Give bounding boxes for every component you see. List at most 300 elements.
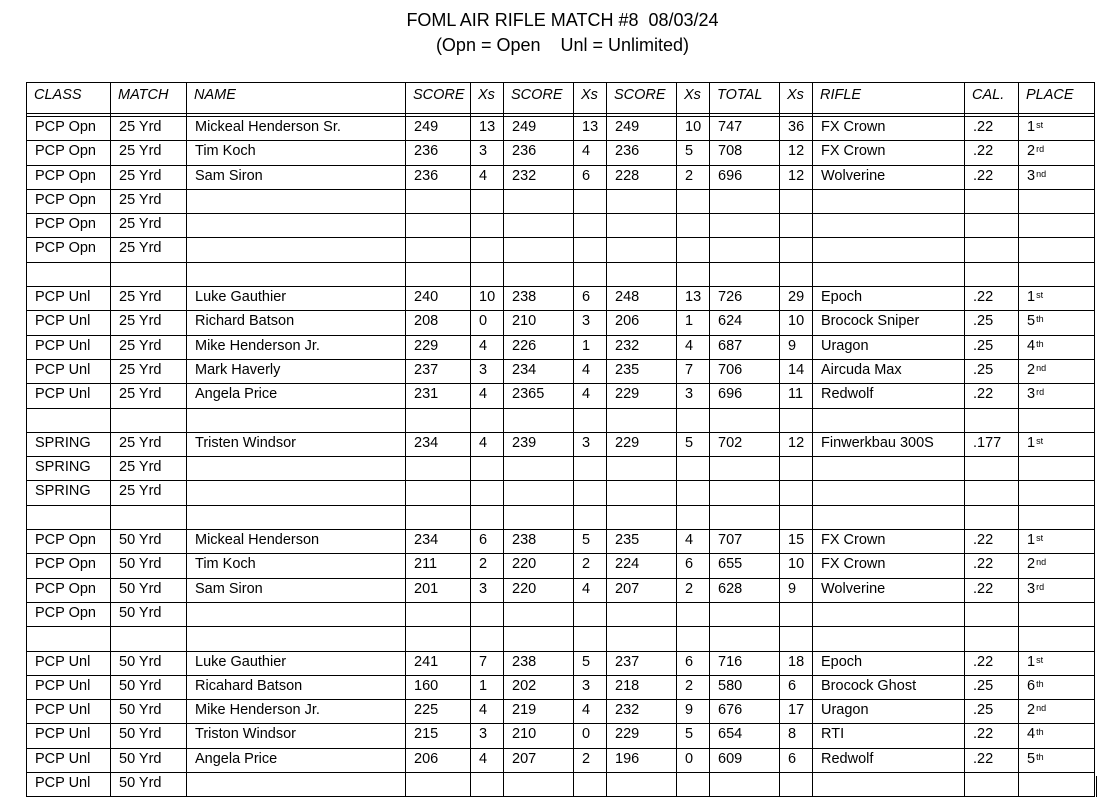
cell-match: 25 Yrd	[111, 117, 187, 141]
cell-xs-3: 2	[677, 578, 710, 602]
cell-xs-1: 4	[471, 165, 504, 189]
cell-name: Mickeal Henderson	[187, 530, 406, 554]
cell-xs-total: 10	[780, 311, 813, 335]
cell-cal	[965, 238, 1019, 262]
cell-cal: .22	[965, 117, 1019, 141]
cell-xs-total	[780, 189, 813, 213]
cell-xs-3	[677, 189, 710, 213]
cell-rifle: Redwolf	[813, 748, 965, 772]
cell-xs-3	[677, 505, 710, 529]
place-value: 6	[1027, 677, 1036, 694]
table-row	[27, 384, 1095, 408]
cell-total: 707	[710, 530, 780, 554]
cell-xs-3: 6	[677, 651, 710, 675]
cell-xs-2	[574, 481, 607, 505]
cell-match: 25 Yrd	[111, 481, 187, 505]
cell-total: 696	[710, 165, 780, 189]
cell-rifle: Wolverine	[813, 165, 965, 189]
cell-place	[1019, 602, 1095, 626]
cell-score-3	[607, 481, 677, 505]
cell-total: 628	[710, 578, 780, 602]
cell-score-1: 231	[406, 384, 471, 408]
cell-match: 50 Yrd	[111, 602, 187, 626]
cell-cal	[965, 408, 1019, 432]
cell-xs-3: 4	[677, 530, 710, 554]
cell-cal: .177	[965, 432, 1019, 456]
cell-score-1: 234	[406, 432, 471, 456]
place-ordinal-suffix: th	[1036, 727, 1044, 738]
cell-xs-2: 13	[574, 117, 607, 141]
place-ordinal-suffix: st	[1036, 120, 1044, 130]
cell-score-1	[406, 505, 471, 529]
cell-xs-1: 4	[471, 748, 504, 772]
cell-xs-1: 4	[471, 384, 504, 408]
cell-name: Mike Henderson Jr.	[187, 335, 406, 359]
cell-place	[1019, 554, 1095, 578]
cell-xs-1	[471, 262, 504, 286]
cell-xs-3	[677, 602, 710, 626]
cell-name	[187, 238, 406, 262]
cell-match: 25 Yrd	[111, 457, 187, 481]
cell-score-2: 239	[504, 432, 574, 456]
cell-class: PCP Unl	[27, 651, 111, 675]
cell-score-2	[504, 773, 574, 797]
cell-place	[1019, 773, 1095, 797]
cell-score-2: 220	[504, 578, 574, 602]
cell-match: 50 Yrd	[111, 675, 187, 699]
cell-score-3: 248	[607, 287, 677, 311]
cell-score-1	[406, 627, 471, 651]
cell-xs-1	[471, 602, 504, 626]
cell-rifle: Aircuda Max	[813, 359, 965, 383]
column-header-class: CLASS	[27, 83, 111, 114]
cell-total: 580	[710, 675, 780, 699]
cell-name: Angela Price	[187, 384, 406, 408]
cell-class	[27, 408, 111, 432]
cell-xs-2	[574, 627, 607, 651]
cell-class	[27, 505, 111, 529]
cell-rifle	[813, 457, 965, 481]
cell-score-3	[607, 408, 677, 432]
cell-match: 25 Yrd	[111, 287, 187, 311]
cell-xs-3	[677, 773, 710, 797]
cell-rifle	[813, 481, 965, 505]
cell-xs-total	[780, 602, 813, 626]
cell-cal: .25	[965, 335, 1019, 359]
text-cursor	[1096, 776, 1097, 797]
cell-xs-1: 4	[471, 432, 504, 456]
cell-score-1: 236	[406, 165, 471, 189]
place-value: 2	[1027, 143, 1036, 160]
cell-rifle: Uragon	[813, 700, 965, 724]
cell-rifle	[813, 627, 965, 651]
cell-score-1	[406, 457, 471, 481]
cell-rifle	[813, 214, 965, 238]
place-value: 3	[1027, 167, 1036, 184]
cell-name	[187, 189, 406, 213]
table-row	[27, 432, 1095, 456]
cell-total: 676	[710, 700, 780, 724]
place-ordinal-suffix: rd	[1036, 581, 1045, 592]
cell-score-1: 160	[406, 675, 471, 699]
cell-class: PCP Opn	[27, 530, 111, 554]
place-ordinal-suffix: th	[1036, 678, 1044, 689]
cell-score-1	[406, 189, 471, 213]
cell-xs-total	[780, 505, 813, 529]
spacer-row	[27, 262, 1095, 286]
cell-score-3	[607, 189, 677, 213]
table-row	[27, 773, 1095, 797]
cell-score-3: 236	[607, 141, 677, 165]
place-value: 3	[1027, 386, 1036, 403]
cell-xs-total: 17	[780, 700, 813, 724]
cell-xs-1: 2	[471, 554, 504, 578]
cell-xs-2: 3	[574, 675, 607, 699]
cell-score-2: 202	[504, 675, 574, 699]
cell-xs-total	[780, 773, 813, 797]
cell-total: 696	[710, 384, 780, 408]
table-row	[27, 457, 1095, 481]
place-value: 2	[1027, 361, 1036, 378]
cell-total	[710, 481, 780, 505]
cell-match: 25 Yrd	[111, 359, 187, 383]
cell-cal	[965, 602, 1019, 626]
cell-total	[710, 262, 780, 286]
cell-xs-2: 4	[574, 700, 607, 724]
cell-name: Triston Windsor	[187, 724, 406, 748]
cell-score-2: 207	[504, 748, 574, 772]
cell-place	[1019, 214, 1095, 238]
cell-score-2	[504, 627, 574, 651]
place-value: 3	[1027, 580, 1036, 597]
cell-match	[111, 505, 187, 529]
cell-score-3: 229	[607, 724, 677, 748]
cell-xs-3	[677, 457, 710, 481]
cell-class: PCP Unl	[27, 311, 111, 335]
place-ordinal-suffix: st	[1036, 290, 1044, 301]
cell-name	[187, 214, 406, 238]
place-ordinal-suffix: st	[1036, 435, 1044, 446]
cell-rifle: Wolverine	[813, 578, 965, 602]
place-value: 5	[1027, 313, 1036, 330]
cell-xs-1: 13	[471, 117, 504, 141]
cell-score-2: 236	[504, 141, 574, 165]
cell-score-2: 219	[504, 700, 574, 724]
cell-score-3	[607, 457, 677, 481]
cell-xs-3: 6	[677, 554, 710, 578]
cell-score-3	[607, 214, 677, 238]
cell-cal: .22	[965, 165, 1019, 189]
table-row	[27, 359, 1095, 383]
table-header	[27, 83, 1095, 114]
cell-place	[1019, 189, 1095, 213]
cell-score-2: 2365	[504, 384, 574, 408]
cell-score-3: 235	[607, 530, 677, 554]
table-body	[27, 114, 1095, 797]
cell-score-3: 237	[607, 651, 677, 675]
cell-total	[710, 602, 780, 626]
header-row	[27, 83, 1095, 114]
cell-class	[27, 627, 111, 651]
place-value: 1	[1027, 119, 1036, 135]
cell-score-1: 225	[406, 700, 471, 724]
cell-rifle	[813, 773, 965, 797]
cell-rifle: FX Crown	[813, 117, 965, 141]
cell-name: Sam Siron	[187, 578, 406, 602]
cell-xs-2: 3	[574, 311, 607, 335]
cell-rifle	[813, 189, 965, 213]
cell-score-3: 235	[607, 359, 677, 383]
cell-xs-3: 3	[677, 384, 710, 408]
cell-score-2: 210	[504, 311, 574, 335]
cell-xs-2: 3	[574, 432, 607, 456]
cell-xs-total: 18	[780, 651, 813, 675]
cell-score-3	[607, 238, 677, 262]
place-ordinal-suffix: nd	[1036, 168, 1047, 179]
cell-name: Mark Haverly	[187, 359, 406, 383]
cell-match: 25 Yrd	[111, 384, 187, 408]
cell-cal	[965, 214, 1019, 238]
cell-xs-1: 4	[471, 335, 504, 359]
table-row	[27, 287, 1095, 311]
cell-place	[1019, 481, 1095, 505]
cell-class: PCP Opn	[27, 165, 111, 189]
cell-cal: .22	[965, 578, 1019, 602]
cell-total: 708	[710, 141, 780, 165]
cell-place	[1019, 432, 1095, 456]
cell-score-2: 232	[504, 165, 574, 189]
cell-total: 624	[710, 311, 780, 335]
cell-score-1: 237	[406, 359, 471, 383]
cell-xs-total: 12	[780, 141, 813, 165]
cell-xs-total	[780, 238, 813, 262]
cell-xs-1: 7	[471, 651, 504, 675]
place-ordinal-suffix: th	[1036, 314, 1044, 325]
cell-score-1	[406, 408, 471, 432]
column-header-xs-2: Xs	[574, 83, 607, 114]
cell-xs-2: 4	[574, 141, 607, 165]
place-value: 1	[1027, 532, 1036, 549]
cell-score-3: 229	[607, 384, 677, 408]
cell-total	[710, 505, 780, 529]
cell-xs-2	[574, 773, 607, 797]
cell-xs-1	[471, 189, 504, 213]
cell-xs-3	[677, 238, 710, 262]
cell-score-2	[504, 189, 574, 213]
place-value: 1	[1027, 434, 1036, 451]
cell-total	[710, 773, 780, 797]
cell-place	[1019, 651, 1095, 675]
cell-total	[710, 238, 780, 262]
cell-rifle	[813, 262, 965, 286]
cell-class: PCP Unl	[27, 675, 111, 699]
cell-total: 654	[710, 724, 780, 748]
cell-xs-total: 15	[780, 530, 813, 554]
cell-xs-total: 29	[780, 287, 813, 311]
column-header-xs-3: Xs	[677, 83, 710, 114]
cell-score-2: 249	[504, 117, 574, 141]
cell-score-2	[504, 505, 574, 529]
cell-score-2: 234	[504, 359, 574, 383]
cell-xs-2: 5	[574, 530, 607, 554]
cell-xs-total: 6	[780, 748, 813, 772]
cell-xs-3	[677, 481, 710, 505]
cell-xs-total: 14	[780, 359, 813, 383]
cell-xs-2: 0	[574, 724, 607, 748]
cell-class: PCP Opn	[27, 554, 111, 578]
cell-xs-2	[574, 262, 607, 286]
cell-xs-2: 2	[574, 748, 607, 772]
cell-score-1: 234	[406, 530, 471, 554]
table-row	[27, 748, 1095, 772]
cell-score-2: 226	[504, 335, 574, 359]
cell-name: Richard Batson	[187, 311, 406, 335]
cell-total	[710, 627, 780, 651]
cell-xs-1: 3	[471, 359, 504, 383]
table-row	[27, 530, 1095, 554]
cell-place	[1019, 359, 1095, 383]
cell-xs-2	[574, 408, 607, 432]
document-title	[0, 8, 1111, 58]
cell-score-1: 249	[406, 117, 471, 141]
table-row	[27, 117, 1095, 141]
cell-score-1	[406, 238, 471, 262]
cell-xs-1: 0	[471, 311, 504, 335]
place-ordinal-suffix: nd	[1036, 557, 1047, 568]
cell-match: 50 Yrd	[111, 773, 187, 797]
cell-place	[1019, 384, 1095, 408]
cell-total: 706	[710, 359, 780, 383]
cell-score-2	[504, 602, 574, 626]
cell-xs-3: 9	[677, 700, 710, 724]
cell-match	[111, 408, 187, 432]
title-line-1: FOML AIR RIFLE MATCH #8 08/03/24	[406, 10, 719, 30]
cell-score-1	[406, 602, 471, 626]
cell-name	[187, 408, 406, 432]
cell-score-1	[406, 214, 471, 238]
cell-place	[1019, 505, 1095, 529]
cell-cal: .22	[965, 530, 1019, 554]
cell-xs-1: 4	[471, 700, 504, 724]
cell-class: SPRING	[27, 457, 111, 481]
cell-score-2: 238	[504, 530, 574, 554]
spacer-row	[27, 627, 1095, 651]
place-value: 4	[1027, 726, 1036, 743]
cell-score-3: 249	[607, 117, 677, 141]
cell-xs-2: 1	[574, 335, 607, 359]
cell-score-2	[504, 214, 574, 238]
cell-class: PCP Opn	[27, 189, 111, 213]
cell-xs-1	[471, 505, 504, 529]
cell-cal: .25	[965, 675, 1019, 699]
cell-place	[1019, 238, 1095, 262]
cell-score-2	[504, 481, 574, 505]
cell-score-3	[607, 262, 677, 286]
cell-name: Mike Henderson Jr.	[187, 700, 406, 724]
cell-place	[1019, 262, 1095, 286]
cell-score-3	[607, 627, 677, 651]
cell-total	[710, 457, 780, 481]
cell-name: Ricahard Batson	[187, 675, 406, 699]
results-table	[26, 82, 1095, 797]
cell-class: PCP Opn	[27, 238, 111, 262]
cell-rifle: Epoch	[813, 287, 965, 311]
cell-xs-3: 5	[677, 432, 710, 456]
cell-xs-3: 13	[677, 287, 710, 311]
cell-name	[187, 457, 406, 481]
cell-total	[710, 189, 780, 213]
cell-cal: .22	[965, 384, 1019, 408]
cell-xs-2: 4	[574, 578, 607, 602]
cell-score-3	[607, 602, 677, 626]
cell-cal: .22	[965, 554, 1019, 578]
cell-xs-3	[677, 262, 710, 286]
cell-place	[1019, 578, 1095, 602]
cell-class: SPRING	[27, 481, 111, 505]
cell-xs-3	[677, 408, 710, 432]
cell-xs-total: 10	[780, 554, 813, 578]
cell-score-1: 229	[406, 335, 471, 359]
cell-total	[710, 408, 780, 432]
cell-score-1: 211	[406, 554, 471, 578]
cell-cal: .22	[965, 724, 1019, 748]
cell-xs-total: 36	[780, 117, 813, 141]
cell-score-3: 224	[607, 554, 677, 578]
cell-xs-1	[471, 457, 504, 481]
cell-place	[1019, 141, 1095, 165]
cell-xs-total: 9	[780, 335, 813, 359]
cell-score-3: 196	[607, 748, 677, 772]
cell-score-3: 207	[607, 578, 677, 602]
cell-place	[1019, 675, 1095, 699]
cell-score-3: 218	[607, 675, 677, 699]
cell-match: 50 Yrd	[111, 700, 187, 724]
cell-score-2: 210	[504, 724, 574, 748]
cell-xs-total: 8	[780, 724, 813, 748]
cell-place	[1019, 117, 1095, 141]
cell-place	[1019, 724, 1095, 748]
cell-score-2: 238	[504, 287, 574, 311]
place-ordinal-suffix: nd	[1036, 362, 1047, 373]
cell-score-2: 238	[504, 651, 574, 675]
table-row	[27, 214, 1095, 238]
cell-xs-3: 4	[677, 335, 710, 359]
cell-xs-1: 10	[471, 287, 504, 311]
cell-class: SPRING	[27, 432, 111, 456]
cell-total: 747	[710, 117, 780, 141]
cell-class: PCP Unl	[27, 773, 111, 797]
cell-match: 25 Yrd	[111, 432, 187, 456]
cell-total: 655	[710, 554, 780, 578]
cell-xs-1: 3	[471, 578, 504, 602]
place-ordinal-suffix: rd	[1036, 387, 1045, 398]
cell-xs-3: 0	[677, 748, 710, 772]
cell-cal	[965, 481, 1019, 505]
table-row	[27, 700, 1095, 724]
cell-xs-3: 5	[677, 724, 710, 748]
cell-class: PCP Opn	[27, 117, 111, 141]
cell-xs-2	[574, 457, 607, 481]
cell-xs-total	[780, 262, 813, 286]
cell-rifle: Brocock Sniper	[813, 311, 965, 335]
cell-xs-1	[471, 408, 504, 432]
place-ordinal-suffix: nd	[1036, 703, 1047, 714]
place-value: 4	[1027, 337, 1036, 354]
cell-xs-3: 2	[677, 675, 710, 699]
cell-name: Angela Price	[187, 748, 406, 772]
table-row	[27, 724, 1095, 748]
place-ordinal-suffix: st	[1036, 654, 1044, 665]
